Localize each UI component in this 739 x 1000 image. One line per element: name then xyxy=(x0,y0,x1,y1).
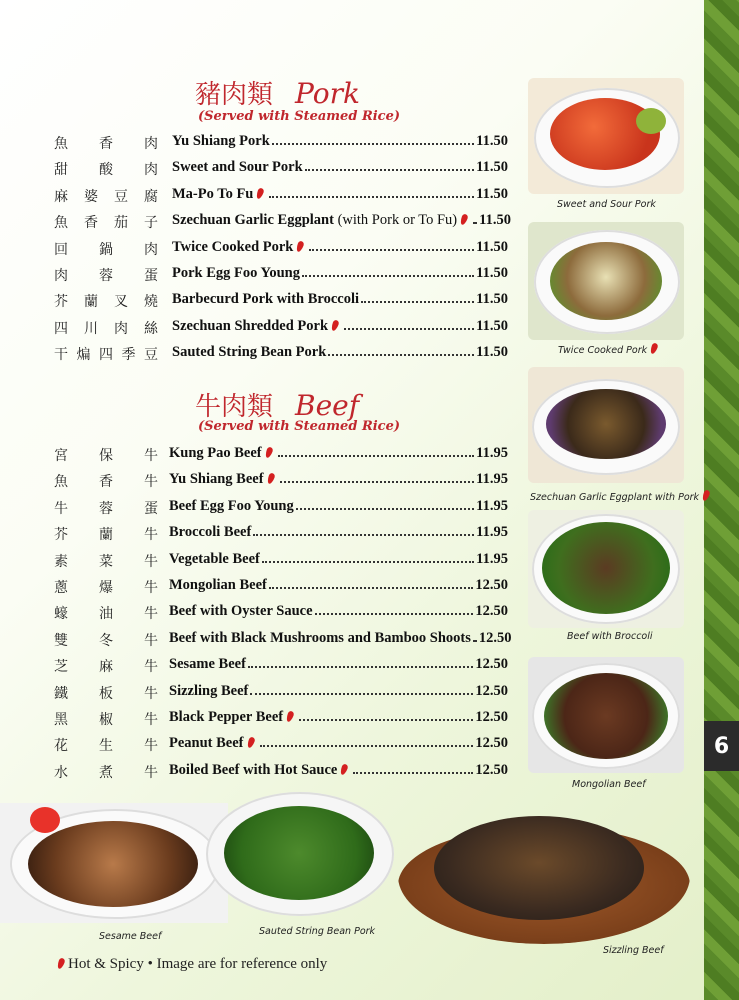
menu-item xyxy=(169,471,508,488)
chinese-char: 魚 xyxy=(54,474,68,491)
dot-leader xyxy=(272,143,474,145)
chinese-name xyxy=(54,159,158,179)
dish-name: Sizzling Beef xyxy=(169,682,249,699)
dish-price: 11.50 xyxy=(476,265,508,281)
chinese-char: 牛 xyxy=(144,527,158,544)
twice-cooked-pork-photo xyxy=(528,222,684,340)
chinese-char: 芥 xyxy=(54,527,68,544)
dish-name: Kung Pao Beef xyxy=(169,445,276,462)
dish-price: 11.50 xyxy=(476,133,508,149)
dish-price: 11.95 xyxy=(476,445,508,461)
chinese-char: 酸 xyxy=(99,162,113,179)
dish-name: Beef with Black Mushrooms and Bamboo Shoots xyxy=(169,629,471,646)
menu-item xyxy=(169,683,508,700)
eggplant-photo xyxy=(528,367,684,483)
chinese-char: 婆 xyxy=(84,188,98,205)
dot-leader xyxy=(344,328,474,330)
dot-leader xyxy=(299,719,473,721)
chinese-char: 蘭 xyxy=(99,527,113,544)
dish-name: Sesame Beef xyxy=(169,656,246,673)
chinese-char: 牛 xyxy=(144,659,158,676)
chinese-name xyxy=(54,318,158,338)
chinese-char: 爆 xyxy=(99,580,113,596)
menu-item-row xyxy=(0,184,520,208)
chinese-name xyxy=(54,762,158,782)
dot-leader xyxy=(315,613,474,615)
chinese-char: 牛 xyxy=(144,632,158,649)
dot-leader xyxy=(473,640,477,642)
chinese-name xyxy=(54,551,158,571)
chinese-char: 叉 xyxy=(114,294,128,311)
chinese-char: 油 xyxy=(99,606,113,623)
chinese-char: 花 xyxy=(54,738,68,755)
chinese-char: 蛋 xyxy=(144,268,158,284)
menu-item-row xyxy=(0,469,520,493)
chinese-char: 鐵 xyxy=(54,685,68,702)
pork-title-chinese: 豬肉類 xyxy=(195,80,274,110)
dish-price: 11.50 xyxy=(476,159,508,176)
dish-name: Barbecurd Pork with Broccoli xyxy=(172,291,360,308)
chinese-char: 麻 xyxy=(54,188,68,205)
dot-leader xyxy=(253,534,474,536)
chinese-char: 保 xyxy=(99,448,113,464)
dish-name: Sweet and Sour Pork xyxy=(172,159,303,176)
hot-spicy-icon xyxy=(285,710,294,722)
menu-item xyxy=(172,133,508,150)
menu-item-row xyxy=(0,237,520,261)
dish-name: Szechuan Garlic Eggplant (with Pork or To Fu) xyxy=(172,212,471,229)
hot-spicy-icon xyxy=(701,489,710,501)
dot-leader xyxy=(305,169,475,171)
hot-spicy-icon xyxy=(330,319,339,331)
menu-item-row xyxy=(0,575,520,599)
hot-spicy-icon xyxy=(459,213,468,225)
chinese-char: 蘭 xyxy=(84,294,98,311)
dish-price: 11.95 xyxy=(476,524,508,541)
menu-item-row xyxy=(0,654,520,678)
dot-leader xyxy=(302,275,474,277)
hot-spicy-icon xyxy=(340,763,349,775)
dish-name: Szechuan Shredded Pork xyxy=(172,318,342,335)
chinese-char: 麻 xyxy=(99,659,113,676)
menu-item-row xyxy=(0,316,520,340)
menu-item xyxy=(169,445,508,462)
dot-leader xyxy=(353,772,473,774)
menu-item xyxy=(169,498,508,515)
chinese-char: 魚 xyxy=(54,136,68,152)
menu-item-row xyxy=(0,760,520,784)
dish-price: 12.50 xyxy=(475,577,508,593)
chinese-char: 香 xyxy=(99,474,113,491)
beef-section-title xyxy=(195,386,359,423)
chinese-name xyxy=(54,344,158,364)
menu-item xyxy=(172,291,508,308)
dish-name: Ma-Po To Fu xyxy=(172,186,267,203)
menu-item-row xyxy=(0,628,520,652)
chinese-char: 煸 xyxy=(76,347,91,364)
chinese-char: 燒 xyxy=(144,294,158,311)
chinese-char: 魚 xyxy=(54,215,68,232)
chinese-char: 茄 xyxy=(114,215,128,232)
chinese-name xyxy=(54,133,158,153)
chinese-name xyxy=(54,265,158,285)
menu-item xyxy=(169,762,508,779)
caption-beef-broccoli: Beef with Broccoli xyxy=(567,631,653,642)
menu-item xyxy=(172,212,511,229)
chinese-char: 四 xyxy=(54,320,68,337)
chinese-char: 川 xyxy=(84,320,98,337)
dot-leader xyxy=(262,561,474,563)
menu-item-row xyxy=(0,210,520,234)
dish-name: Yu Shiang Pork xyxy=(172,133,270,149)
menu-item-row xyxy=(0,522,520,546)
menu-item-row xyxy=(0,289,520,313)
dish-price: 11.95 xyxy=(476,471,508,488)
chinese-char: 香 xyxy=(99,136,113,152)
menu-item xyxy=(172,344,508,361)
sizzling-beef-photo xyxy=(398,808,690,944)
chinese-char: 牛 xyxy=(144,606,158,623)
dish-name: Beef Egg Foo Young xyxy=(169,497,294,514)
chinese-char: 肉 xyxy=(54,268,68,284)
chinese-char: 蓉 xyxy=(99,268,113,284)
chinese-char: 四 xyxy=(99,347,113,364)
dish-price: 11.50 xyxy=(476,344,508,361)
chinese-char: 回 xyxy=(54,241,68,258)
dot-leader xyxy=(248,666,473,668)
dish-name: Boiled Beef with Hot Sauce xyxy=(169,762,351,779)
chinese-name xyxy=(54,577,158,597)
hot-spicy-icon xyxy=(246,737,255,749)
chinese-char: 板 xyxy=(99,685,113,702)
chinese-char: 蛋 xyxy=(144,500,158,517)
chinese-name xyxy=(54,291,158,311)
chinese-name xyxy=(54,735,158,755)
beef-subtitle: (Served with Steamed Rice) xyxy=(198,419,401,434)
menu-item-row xyxy=(0,549,520,573)
footer-note: Hot & Spicy • Image are for reference only xyxy=(54,956,327,973)
dish-price: 11.50 xyxy=(479,212,511,229)
chinese-name xyxy=(54,683,158,703)
chinese-char: 蠔 xyxy=(54,606,68,623)
pork-subtitle: (Served with Steamed Rice) xyxy=(198,109,401,124)
menu-item xyxy=(169,524,508,541)
chinese-char: 豆 xyxy=(114,188,128,205)
menu-item xyxy=(172,265,508,282)
chinese-char: 鍋 xyxy=(99,241,113,258)
dish-price: 12.50 xyxy=(475,709,508,725)
chinese-char: 牛 xyxy=(144,580,158,596)
pork-title-english: Pork xyxy=(295,77,360,110)
caption-sweet-sour-pork: Sweet and Sour Pork xyxy=(557,199,656,210)
dish-name: Vegetable Beef xyxy=(169,550,260,567)
menu-item xyxy=(169,656,508,673)
chinese-char: 雙 xyxy=(54,632,68,649)
menu-item-row xyxy=(0,263,520,287)
dot-leader xyxy=(280,481,475,483)
menu-item xyxy=(172,186,508,203)
caption-sesame-beef: Sesame Beef xyxy=(99,931,162,942)
hot-spicy-icon xyxy=(266,473,275,485)
dish-name: Broccoli Beef xyxy=(169,524,252,541)
beef-broccoli-photo xyxy=(528,510,684,628)
chinese-char: 牛 xyxy=(144,764,158,781)
chinese-char: 冬 xyxy=(99,632,113,649)
chinese-name xyxy=(54,239,158,259)
chinese-char: 牛 xyxy=(144,712,158,728)
chinese-char: 甜 xyxy=(54,162,68,179)
caption-twice-cooked-pork: Twice Cooked Pork xyxy=(558,343,661,356)
chinese-char: 生 xyxy=(99,738,113,755)
dish-price: 12.50 xyxy=(475,603,508,620)
dot-leader xyxy=(296,508,474,510)
chinese-char: 牛 xyxy=(144,685,158,702)
chinese-char: 素 xyxy=(54,553,68,570)
caption-string-bean-pork: Sauted String Bean Pork xyxy=(259,926,376,937)
pork-section-title xyxy=(195,74,360,111)
dish-price: 12.50 xyxy=(478,629,512,646)
chinese-name xyxy=(54,212,158,232)
hot-spicy-icon xyxy=(264,446,273,458)
chinese-char: 豆 xyxy=(144,347,158,364)
dish-name: Peanut Beef xyxy=(169,735,258,752)
menu-item xyxy=(169,735,508,752)
chinese-char: 肉 xyxy=(144,162,158,179)
string-bean-pork-photo xyxy=(206,792,394,916)
dot-leader xyxy=(309,249,474,251)
chinese-char: 香 xyxy=(84,215,98,232)
chinese-char: 水 xyxy=(54,764,68,781)
chinese-char: 煮 xyxy=(99,764,113,781)
caption-mongolian-beef: Mongolian Beef xyxy=(572,779,646,790)
menu-item-row xyxy=(0,496,520,520)
beef-title-chinese: 牛肉類 xyxy=(195,392,274,422)
chinese-char: 宮 xyxy=(54,448,68,464)
dot-leader xyxy=(260,745,474,747)
beef-title-english: Beef xyxy=(295,389,360,422)
chinese-char: 肉 xyxy=(114,320,128,337)
dish-note: (with Pork or To Fu) xyxy=(333,212,458,229)
dish-name: Mongolian Beef xyxy=(169,577,267,593)
menu-item xyxy=(169,709,508,726)
sweet-sour-pork-photo xyxy=(528,78,684,194)
dish-price: 12.50 xyxy=(475,656,508,673)
menu-item-row xyxy=(0,681,520,705)
menu-item-row xyxy=(0,131,520,155)
chinese-name xyxy=(54,186,158,206)
dish-name: Sauted String Bean Pork xyxy=(172,344,327,361)
dot-leader xyxy=(361,301,474,303)
dish-name: Twice Cooked Pork xyxy=(172,239,307,256)
dish-price: 11.50 xyxy=(476,317,508,334)
menu-item xyxy=(169,603,508,620)
hot-spicy-icon xyxy=(56,957,65,969)
menu-item-row xyxy=(0,601,520,625)
chinese-char: 椒 xyxy=(99,712,113,728)
hot-spicy-icon xyxy=(296,240,305,252)
chinese-char: 牛 xyxy=(144,738,158,755)
chinese-name xyxy=(54,445,158,465)
dot-leader xyxy=(269,196,474,198)
menu-item-row xyxy=(0,443,520,467)
hot-spicy-icon xyxy=(649,342,658,354)
hot-spicy-icon xyxy=(256,187,265,199)
dot-leader xyxy=(473,222,477,224)
chinese-name xyxy=(54,524,158,544)
chinese-name xyxy=(54,709,158,729)
chinese-char: 子 xyxy=(144,215,158,232)
menu-item-row xyxy=(0,707,520,731)
menu-item-row xyxy=(0,157,520,181)
dish-price: 11.95 xyxy=(476,550,508,567)
chinese-char: 蔥 xyxy=(54,580,68,596)
dish-price: 12.50 xyxy=(475,682,508,699)
chinese-char: 絲 xyxy=(144,320,158,337)
chinese-char: 牛 xyxy=(144,474,158,491)
chinese-char: 芝 xyxy=(54,659,68,676)
dot-leader xyxy=(250,693,473,695)
menu-item-row xyxy=(0,733,520,757)
dish-name: Yu Shiang Beef xyxy=(169,471,278,488)
dot-leader xyxy=(328,354,474,356)
chinese-char: 肉 xyxy=(144,241,158,258)
chinese-name xyxy=(54,656,158,676)
chinese-char: 季 xyxy=(121,347,136,364)
chinese-name xyxy=(54,603,158,623)
caption-eggplant: Szechuan Garlic Eggplant with Pork xyxy=(530,490,713,503)
chinese-char: 芥 xyxy=(54,294,68,311)
chinese-name xyxy=(54,630,158,650)
chinese-char: 干 xyxy=(54,347,68,364)
menu-item xyxy=(169,629,512,647)
chinese-char: 黑 xyxy=(54,712,68,728)
dish-price: 12.50 xyxy=(475,735,508,752)
sesame-beef-photo xyxy=(0,803,228,923)
dish-name: Black Pepper Beef xyxy=(169,709,297,726)
chinese-char: 菜 xyxy=(99,553,113,570)
caption-sizzling-beef: Sizzling Beef xyxy=(603,945,664,956)
chinese-char: 牛 xyxy=(54,500,68,517)
page-number: 6 xyxy=(704,721,739,771)
menu-item xyxy=(172,159,508,176)
dish-price: 11.50 xyxy=(476,291,508,308)
chinese-name xyxy=(54,498,158,518)
menu-item xyxy=(172,318,508,335)
chinese-char: 肉 xyxy=(144,136,158,152)
chinese-char: 腐 xyxy=(144,188,158,205)
menu-item xyxy=(169,577,508,594)
dot-leader xyxy=(278,455,475,457)
dish-price: 11.95 xyxy=(476,497,508,514)
dish-name: Beef with Oyster Sauce xyxy=(169,603,313,620)
chinese-char: 牛 xyxy=(144,553,158,570)
mongolian-beef-photo xyxy=(528,657,684,773)
dish-price: 12.50 xyxy=(475,761,508,778)
chinese-name xyxy=(54,471,158,491)
dish-price: 11.50 xyxy=(476,238,508,255)
menu-item-row xyxy=(0,342,520,366)
menu-item xyxy=(169,551,508,568)
chinese-char: 牛 xyxy=(144,448,158,464)
dish-name: Pork Egg Foo Young xyxy=(172,265,300,281)
dot-leader xyxy=(269,587,474,589)
menu-item xyxy=(172,239,508,256)
dish-price: 11.50 xyxy=(476,185,508,202)
chinese-char: 蓉 xyxy=(99,500,113,517)
